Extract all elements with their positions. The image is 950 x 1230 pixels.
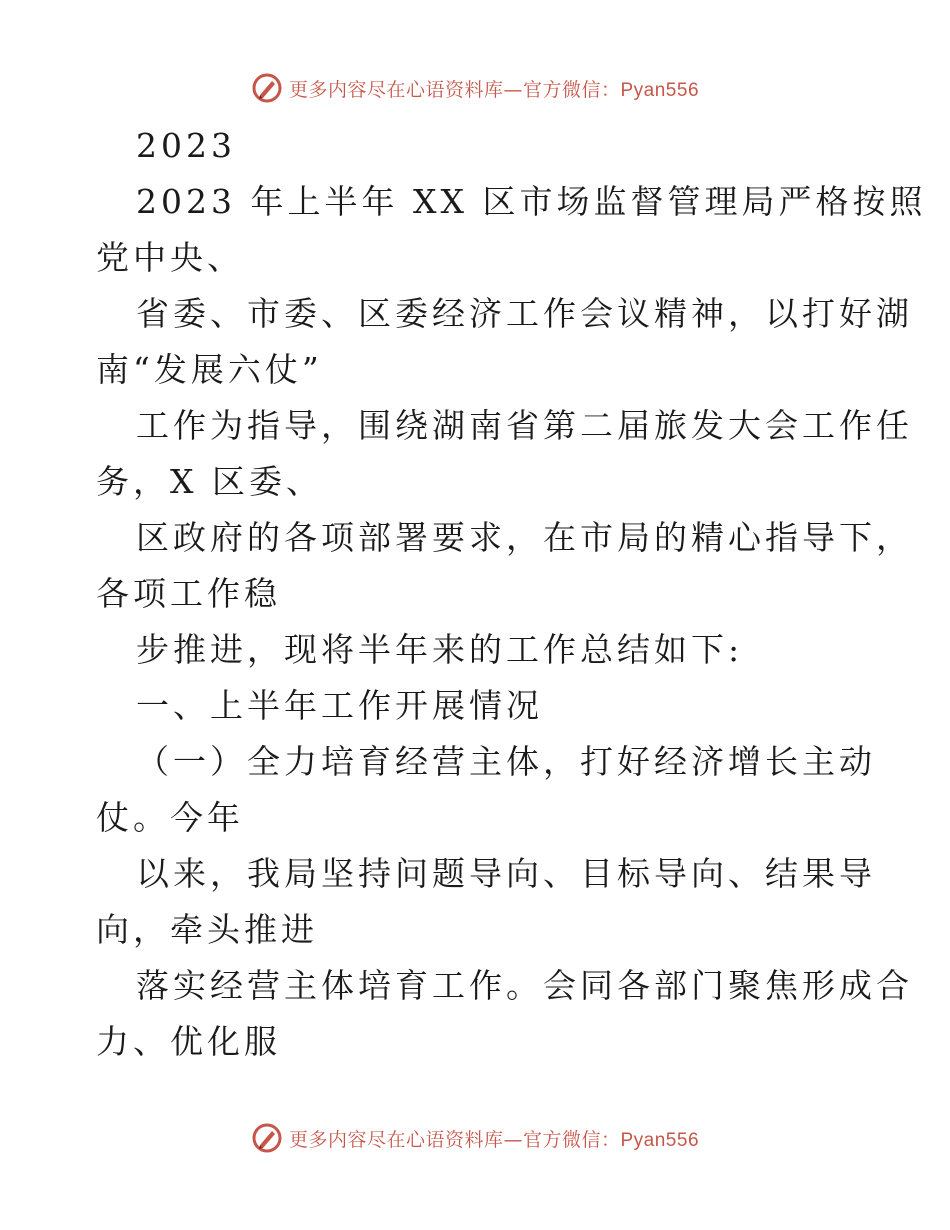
paragraph-line: 区政府的各项部署要求，在市局的精心指导下， (136, 518, 913, 557)
paragraph-line: 2023 (136, 126, 236, 165)
document-body (96, 118, 927, 1070)
paragraph-line: 2023 年上半年 XX 区市场监督管理局严格按照 (136, 182, 927, 221)
pen-logo-icon (251, 72, 283, 104)
paragraph-line: 步推进，现将半年来的工作总结如下: (136, 630, 744, 669)
paragraph-line: 省委、市委、区委经济工作会议精神，以打好湖 (136, 294, 913, 333)
subsection-heading: （一）全力培育经营主体，打好经济增长主动 (136, 742, 876, 781)
watermark-handle: Pyan556 (620, 79, 700, 101)
watermark-text: 更多内容尽在心语资料库—官方微信：Pyan556 (288, 78, 700, 101)
paragraph-line: 向，牵头推进 (96, 910, 318, 949)
paragraph-line: 工作为指导，围绕湖南省第二届旅发大会工作任 (136, 406, 913, 445)
section-heading: 一、上半年工作开展情况 (136, 686, 543, 725)
paragraph-line: 以来，我局坚持问题导向、目标导向、结果导 (136, 854, 876, 893)
watermark-text: 更多内容尽在心语资料库—官方微信：Pyan556 (288, 1128, 700, 1151)
paragraph-line: 务，X 区委、 (96, 462, 323, 501)
paragraph-line: 仗。今年 (96, 798, 244, 837)
paragraph-line: 落实经营主体培育工作。会同各部门聚焦形成合 (136, 966, 913, 1005)
paragraph-line: 党中央、 (96, 238, 244, 277)
watermark-handle: Pyan556 (620, 1129, 700, 1151)
pen-logo-icon (251, 1122, 283, 1154)
paragraph-line: 各项工作稳 (96, 574, 281, 613)
footer-watermark (0, 1122, 950, 1154)
header-watermark (0, 72, 950, 104)
paragraph-line: 南“发展六仗” (96, 350, 323, 389)
paragraph-line: 力、优化服 (96, 1022, 281, 1061)
